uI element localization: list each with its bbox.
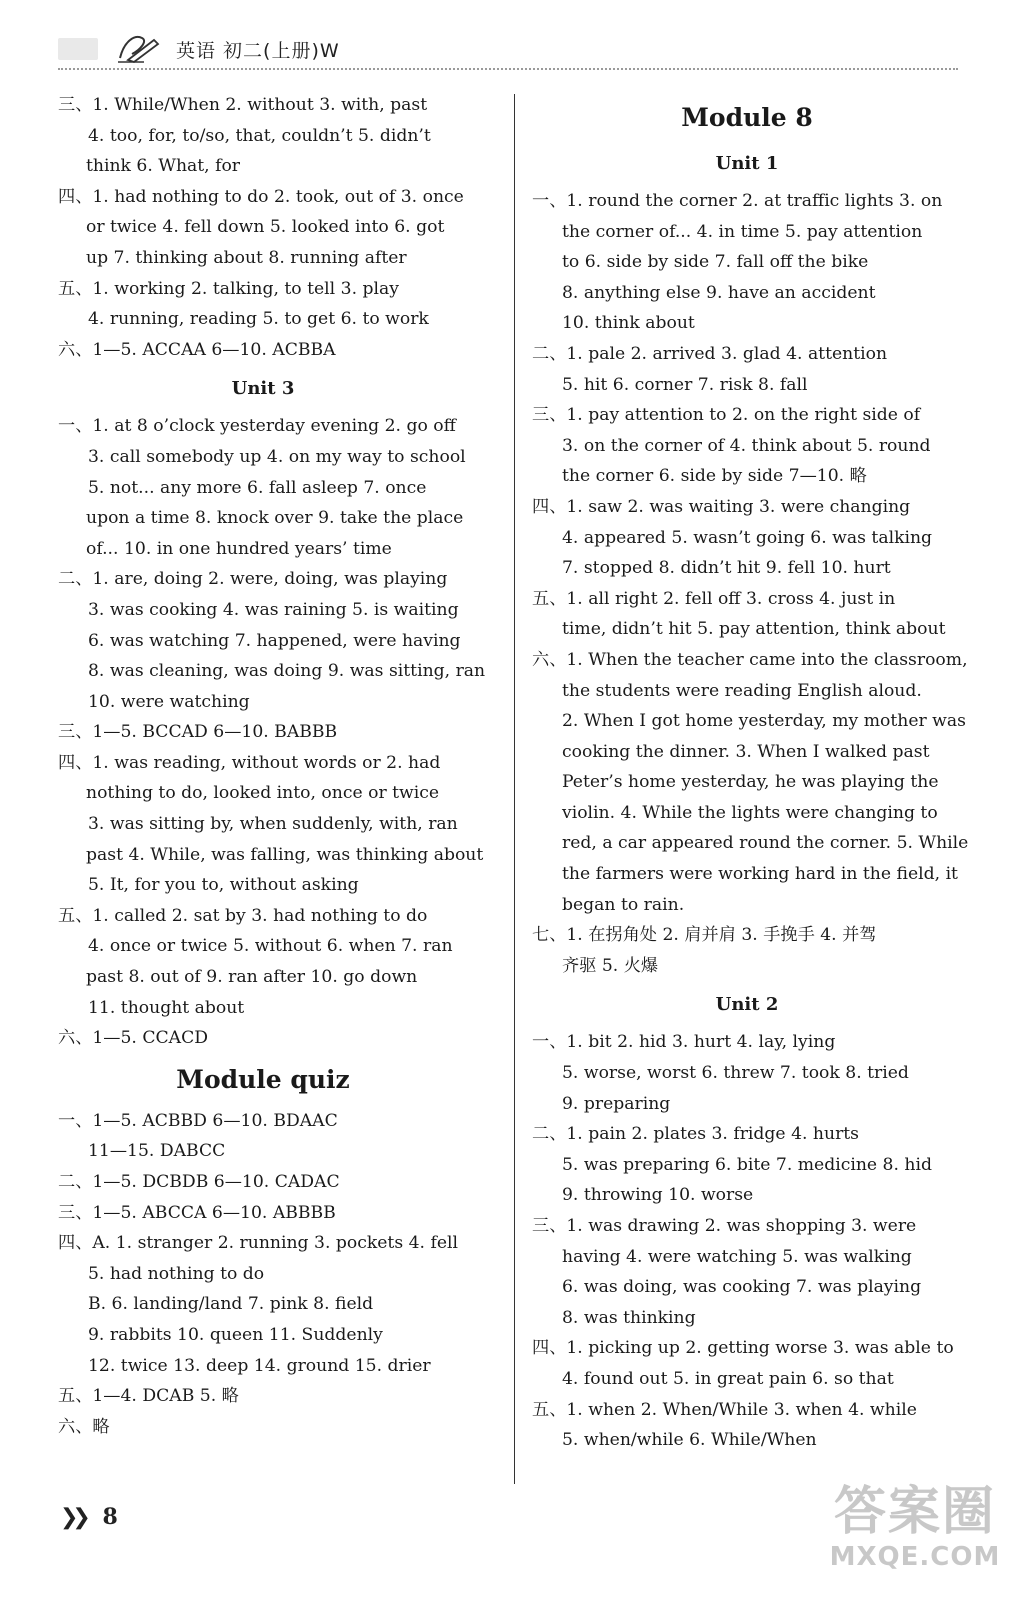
- answer-line: 10. were watching: [88, 691, 250, 712]
- answer-line: 9. throwing 10. worse: [562, 1185, 754, 1206]
- answer-line: 四、1. picking up 2. getting worse 3. was able to: [532, 1338, 954, 1359]
- answer-line: cooking the dinner. 3. When I walked past: [562, 741, 930, 762]
- answer-line: 二、1. pale 2. arrived 3. glad 4. attention: [532, 343, 888, 364]
- answer-line: 5. when/while 6. While/When: [562, 1430, 817, 1451]
- watermark-logo-text: 答案圈: [833, 1482, 996, 1542]
- answer-line: 四、A. 1. stranger 2. running 3. pockets 4. fell: [58, 1233, 459, 1254]
- answer-line: 三、1. pay attention to 2. on the right side of: [532, 405, 921, 426]
- answer-line: 5. hit 6. corner 7. risk 8. fall: [562, 374, 808, 395]
- module-heading: Module 8: [681, 103, 813, 132]
- answer-line: 4. too, for, to/so, that, couldn’t 5. didn’t: [88, 125, 431, 146]
- answer-line: 三、1. was drawing 2. was shopping 3. were: [532, 1216, 917, 1236]
- answer-line: the students were reading English aloud.: [562, 680, 922, 701]
- answer-line: 7. stopped 8. didn’t hit 9. fell 10. hurt: [562, 558, 891, 579]
- answer-line: the farmers were working hard in the field, it: [562, 864, 958, 885]
- header-title: 英语 初二(上册)W: [176, 40, 340, 62]
- answer-line: 五、1. working 2. talking, to tell 3. play: [58, 278, 399, 299]
- answer-line: 一、1. bit 2. hid 3. hurt 4. lay, lying: [532, 1032, 836, 1053]
- answer-line: the corner of... 4. in time 5. pay attention: [562, 221, 923, 242]
- answer-line: 齐驱 5. 火爆: [562, 955, 659, 976]
- page-number: 8: [102, 1504, 118, 1530]
- answer-line: 5. It, for you to, without asking: [88, 875, 359, 896]
- answer-line: 一、1. at 8 o’clock yesterday evening 2. go off: [58, 416, 456, 437]
- answer-line: 3. on the corner of 4. think about 5. round: [562, 435, 931, 456]
- answer-line: think 6. What, for: [86, 156, 241, 177]
- answer-line: 四、1. saw 2. was waiting 3. were changing: [532, 496, 911, 517]
- answer-line: 五、1. called 2. sat by 3. had nothing to do: [58, 905, 428, 926]
- right-column: [532, 90, 969, 1456]
- answer-line: or twice 4. fell down 5. looked into 6. got: [86, 217, 445, 238]
- answer-line: the corner 6. side by side 7—10. 略: [562, 466, 867, 487]
- answer-line: 七、1. 在拐角处 2. 肩并肩 3. 手挽手 4. 并驾: [532, 925, 877, 946]
- answer-line: 六、1—5. CCACD: [58, 1028, 209, 1049]
- answer-line: 三、1—5. ABCCA 6—10. ABBBB: [58, 1202, 336, 1223]
- answer-line: 二、1. pain 2. plates 3. fridge 4. hurts: [532, 1124, 860, 1145]
- answer-line: having 4. were watching 5. was walking: [562, 1246, 912, 1267]
- answer-line: to 6. side by side 7. fall off the bike: [562, 252, 869, 273]
- answer-line: nothing to do, looked into, once or twice: [86, 783, 440, 804]
- column-divider: [514, 94, 515, 1484]
- answer-line: 9. preparing: [562, 1093, 671, 1114]
- answer-line: 9. rabbits 10. queen 11. Suddenly: [88, 1324, 383, 1345]
- answer-line: of... 10. in one hundred years’ time: [86, 538, 392, 559]
- answer-line: B. 6. landing/land 7. pink 8. field: [88, 1294, 374, 1315]
- answer-line: 六、1—5. ACCAA 6—10. ACBBA: [58, 339, 336, 360]
- answer-line: 8. was cleaning, was doing 9. was sitting, ran: [88, 661, 486, 682]
- page-footer: [60, 1504, 118, 1530]
- answer-line: began to rain.: [562, 894, 685, 915]
- answer-line: violin. 4. While the lights were changing to: [562, 802, 938, 823]
- unit-heading: Unit 3: [231, 378, 295, 400]
- answer-line: 6. was watching 7. happened, were having: [88, 630, 461, 651]
- page-header: [58, 28, 958, 70]
- answer-line: 五、1. when 2. When/While 3. when 4. while: [532, 1399, 917, 1420]
- unit-heading: Unit 1: [715, 153, 779, 174]
- answer-line: 3. call somebody up 4. on my way to school: [88, 446, 466, 467]
- answer-line: time, didn’t hit 5. pay attention, think about: [562, 619, 946, 640]
- answer-line: upon a time 8. knock over 9. take the place: [86, 508, 464, 529]
- answer-line: 一、1—5. ACBBD 6—10. BDAAC: [58, 1110, 338, 1131]
- answer-line: 三、1. While/When 2. without 3. with, past: [58, 95, 428, 115]
- double-chevron-icon: ❯❯: [60, 1505, 85, 1530]
- answer-line: 11—15. DABCC: [88, 1141, 226, 1162]
- answer-line: 一、1. round the corner 2. at traffic lights 3. on: [532, 191, 943, 211]
- answer-line: 四、1. had nothing to do 2. took, out of 3. once: [58, 186, 464, 207]
- module-quiz-heading: Module quiz: [176, 1064, 350, 1094]
- answer-line: 四、1. was reading, without words or 2. had: [58, 752, 441, 773]
- answer-line: 3. was sitting by, when suddenly, with, ran: [88, 814, 458, 835]
- answer-line: past 8. out of 9. ran after 10. go down: [86, 967, 418, 988]
- answer-line: 2. When I got home yesterday, my mother was: [562, 711, 966, 732]
- answer-line: 3. was cooking 4. was raining 5. is waiting: [88, 599, 459, 620]
- answer-line: Peter’s home yesterday, he was playing the: [562, 772, 939, 793]
- answer-line: 五、1—4. DCAB 5. 略: [58, 1386, 239, 1407]
- answer-line: 5. worse, worst 6. threw 7. took 8. tried: [562, 1063, 909, 1084]
- left-column: [58, 90, 486, 1442]
- watermark-url: MXQE.COM: [829, 1542, 1001, 1572]
- watermark: [820, 1482, 1010, 1592]
- answer-line: 10. think about: [562, 313, 695, 334]
- answer-line: 12. twice 13. deep 14. ground 15. drier: [88, 1355, 431, 1376]
- answer-line: red, a car appeared round the corner. 5. While: [562, 833, 969, 854]
- answer-line: 6. was doing, was cooking 7. was playing: [562, 1277, 922, 1298]
- answer-line: 11. thought about: [88, 997, 245, 1018]
- answer-line: 5. was preparing 6. bite 7. medicine 8. hid: [562, 1154, 932, 1175]
- answer-line: 三、1—5. BCCAD 6—10. BABBB: [58, 722, 338, 743]
- answer-line: 六、略: [58, 1416, 110, 1437]
- answer-line: 二、1—5. DCBDB 6—10. CADAC: [58, 1172, 340, 1192]
- header-tab-decoration: [58, 38, 98, 60]
- answer-line: 4. appeared 5. wasn’t going 6. was talking: [562, 527, 933, 548]
- answer-line: 4. found out 5. in great pain 6. so that: [562, 1368, 894, 1389]
- answer-line: 二、1. are, doing 2. were, doing, was playing: [58, 569, 448, 590]
- pen-logo-icon: [114, 30, 162, 66]
- answer-line: 六、1. When the teacher came into the classroom,: [532, 649, 968, 670]
- answer-line: 五、1. all right 2. fell off 3. cross 4. just in: [532, 588, 896, 609]
- answer-line: 8. anything else 9. have an accident: [562, 282, 876, 303]
- answer-line: up 7. thinking about 8. running after: [86, 247, 407, 268]
- unit-heading: Unit 2: [715, 994, 779, 1016]
- answer-line: 5. not... any more 6. fall asleep 7. once: [88, 477, 427, 498]
- answer-line: 4. once or twice 5. without 6. when 7. ran: [88, 936, 453, 957]
- answer-line: 5. had nothing to do: [88, 1263, 265, 1284]
- answer-line: past 4. While, was falling, was thinking about: [86, 844, 484, 865]
- answer-line: 4. running, reading 5. to get 6. to work: [88, 309, 429, 330]
- answer-line: 8. was thinking: [562, 1307, 696, 1328]
